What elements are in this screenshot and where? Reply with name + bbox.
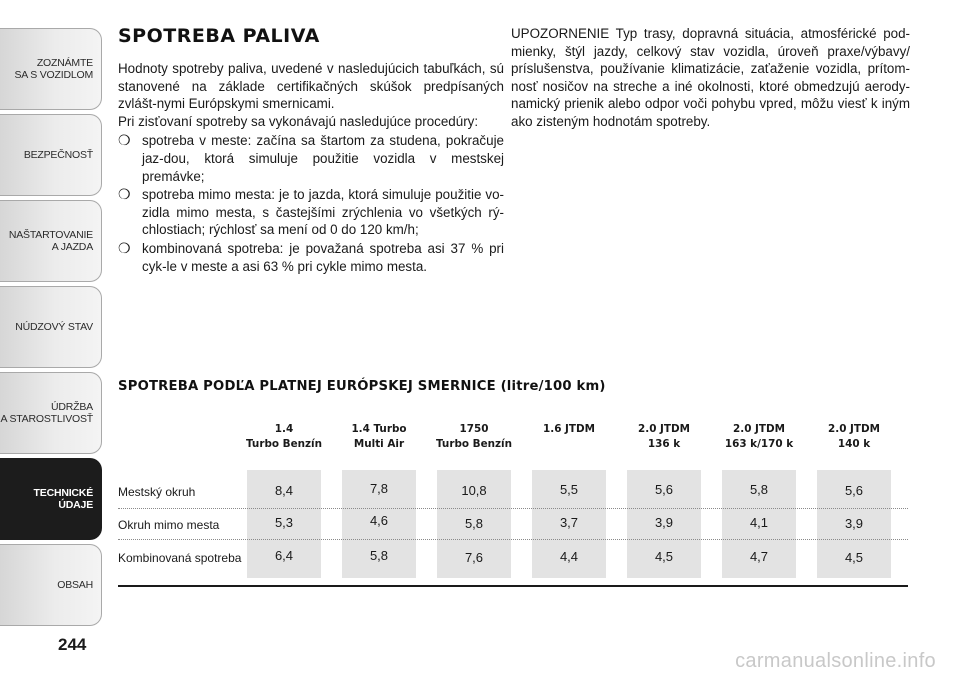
table-cell: 3,9 [844,516,864,531]
tab-zoznamte-sa-s-vozidlom[interactable]: ZOZNÁMTE SA S VOZIDLOM [0,28,102,110]
table-cell: 3,7 [559,515,579,530]
circle-bullet-icon: ❍ [118,186,131,203]
tab-nudzovy-stav[interactable]: NÚDZOVÝ STAV [0,286,102,368]
bullet-text: kombinovaná spotreba: je považaná spotreba asi 37 % pri cyk-le v meste a asi 63 % pri cykle mimo mesta. [142,240,504,274]
circle-bullet-icon: ❍ [118,239,131,256]
consumption-table [118,422,908,592]
table-cell: 3,9 [654,515,674,530]
table-cell: 4,4 [559,549,579,564]
page-number: 244 [58,635,87,654]
column-header: 2.0 JTDM 140 k [828,423,880,450]
circle-bullet-icon: ❍ [118,132,131,149]
table-cell: 8,4 [274,483,294,498]
table-cell: 5,8 [749,482,769,497]
table-cell: 5,6 [844,483,864,498]
column-header: 1750 Turbo Benzín [435,423,513,450]
procedure-list [118,132,504,275]
row-divider [118,539,908,540]
warning-paragraph: UPOZORNENIE Typ trasy, dopravná situácia, atmosférické pod-mienky, štýl jazdy, celkový stav vozidla, úroveň praxe/výbavy/ príslušenstva, používanie klimatizácie, zaťaženie vozidla, prítom-nosť nosičov na streche a iné okolnosti, ktoré obmedzujú aerody-namický prienik alebo odpor voči pohybu vpred, môžu viesť k iným ako zisteným hodnotám spotreby. [511,26,910,129]
table-cell: 5,6 [654,482,674,497]
intro-paragraph: Hodnoty spotreby paliva, uvedené v nasledujúcich tabuľkách, sú stanovené na základe certifikačných skúšok predpísaných zvlášt-nymi Európskymi smernicami. [118,61,504,112]
table-cell: 7,6 [464,550,484,565]
table-title: SPOTREBA PODĽA PLATNEJ EURÓPSKEJ SMERNICE (litre/100 km) [118,379,606,394]
list-item [118,240,504,275]
procedures-intro: Pri zisťovaní spotreby sa vykonávajú nasledujúce procedúry: [118,113,479,129]
column-header: 1.6 JTDM [543,423,595,435]
column-header: 1.4 Turbo Multi Air [351,423,407,450]
table-cell: 5,5 [559,482,579,497]
row-label-kombinovana-spotreba: Kombinovaná spotreba [118,551,242,565]
tab-technicke-udaje[interactable]: TECHNICKÉ ÚDAJE [0,458,102,540]
row-label-okruh-mimo-mesta: Okruh mimo mesta [118,518,220,532]
column-header: 2.0 JTDM 136 k [638,423,690,450]
list-item [118,132,504,185]
tab-obsah[interactable]: OBSAH [0,544,102,626]
watermark: carmanualsonline.info [735,650,936,672]
table-cell: 6,4 [274,548,294,563]
column-header: 2.0 JTDM 163 k/170 k [724,423,794,450]
table-cell: 4,7 [749,549,769,564]
table-cell: 4,5 [654,549,674,564]
tab-nastartovanie-a-jazda[interactable]: NAŠTARTOVANIE A JAZDA [0,200,102,282]
tab-udrzba-a-starostlivost[interactable]: ÚDRŽBA A STAROSTLIVOSŤ [0,372,102,454]
list-item [118,186,504,239]
tab-bezpecnost[interactable]: BEZPEČNOSŤ [0,114,102,196]
table-cell: 5,8 [464,516,484,531]
table-cell: 7,8 [369,481,389,496]
row-label-mestsky-okruh: Mestský okruh [118,485,196,499]
intro-column [118,60,504,275]
row-divider [118,508,908,509]
table-cell: 4,5 [844,550,864,565]
table-cell: 5,8 [369,548,389,563]
table-bottom-rule [118,585,908,587]
column-header: 1.4 Turbo Benzín [245,423,323,450]
table-cell: 4,1 [749,515,769,530]
bullet-text: spotreba v meste: začína sa štartom za studena, pokračuje jaz-dou, ktorá simuluje použitie vozidla v mestskej premávke; [142,133,504,184]
section-title: SPOTREBA PALIVA [118,25,320,47]
table-cell: 10,8 [461,483,487,498]
table-cell: 5,3 [274,515,294,530]
bullet-text: spotreba mimo mesta: je to jazda, ktorá simuluje použitie vo-zidla mimo mesta, s častejšími zrýchlenia vo všetkých rý-chlostiach; rýchlosť sa mení od 0 do 120 km/h; [142,187,504,238]
table-cell: 4,6 [369,513,389,528]
